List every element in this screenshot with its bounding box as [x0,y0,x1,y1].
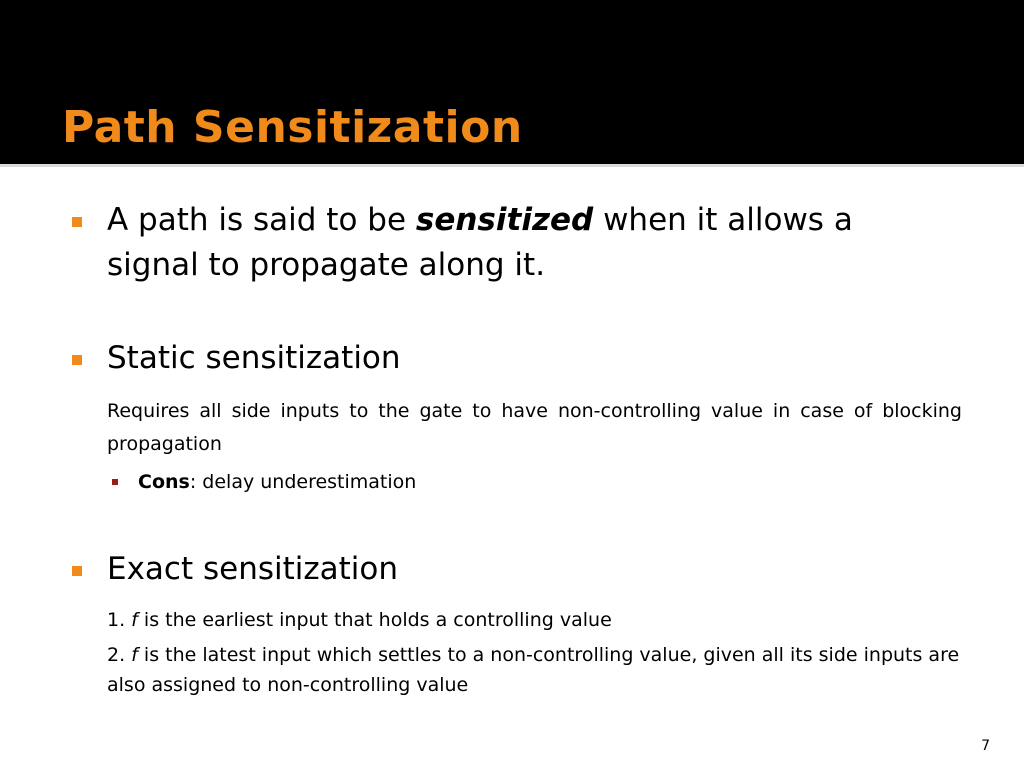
bullet-icon [72,566,82,576]
bullet-3-heading: Exact sensitization [107,551,399,587]
page-number: 7 [981,738,990,754]
cons-label: Cons [138,471,190,493]
bullet-icon [72,217,82,227]
item-2-text: is the latest input which settles to a non-controlling value, given all its side inputs are also assigned to non-controlling value [107,644,960,696]
item-1-text: is the earliest input that holds a controlling value [137,609,612,631]
cons-text: : delay underestimation [189,471,417,493]
bullet-icon [72,355,82,365]
bullet-2-description: Requires all side inputs to the gate to have non-controlling value in case of blocking propagation [107,400,962,455]
title-divider-shadow [0,164,1024,167]
exact-item-2 [107,640,977,700]
bullet-1-text [107,198,853,288]
item-2-number: 2. [107,644,132,666]
sub-bullet-icon [112,479,118,485]
item-1-number: 1. [107,609,132,631]
bullet-2-heading: Static sensitization [107,340,401,376]
item-1-var: f [131,609,138,631]
bullet-1-emphasis: sensitized [415,202,594,238]
exact-item-1 [107,605,977,635]
bullet-1-pre: A path is said to be [107,202,416,238]
item-2-var: f [131,644,138,666]
slide-title: Path Sensitization [62,102,523,153]
bullet-1-post: when it allows a [593,202,853,238]
bullet-1-line2: signal to propagate along it. [107,247,546,283]
bullet-2-sub-item [138,468,416,496]
